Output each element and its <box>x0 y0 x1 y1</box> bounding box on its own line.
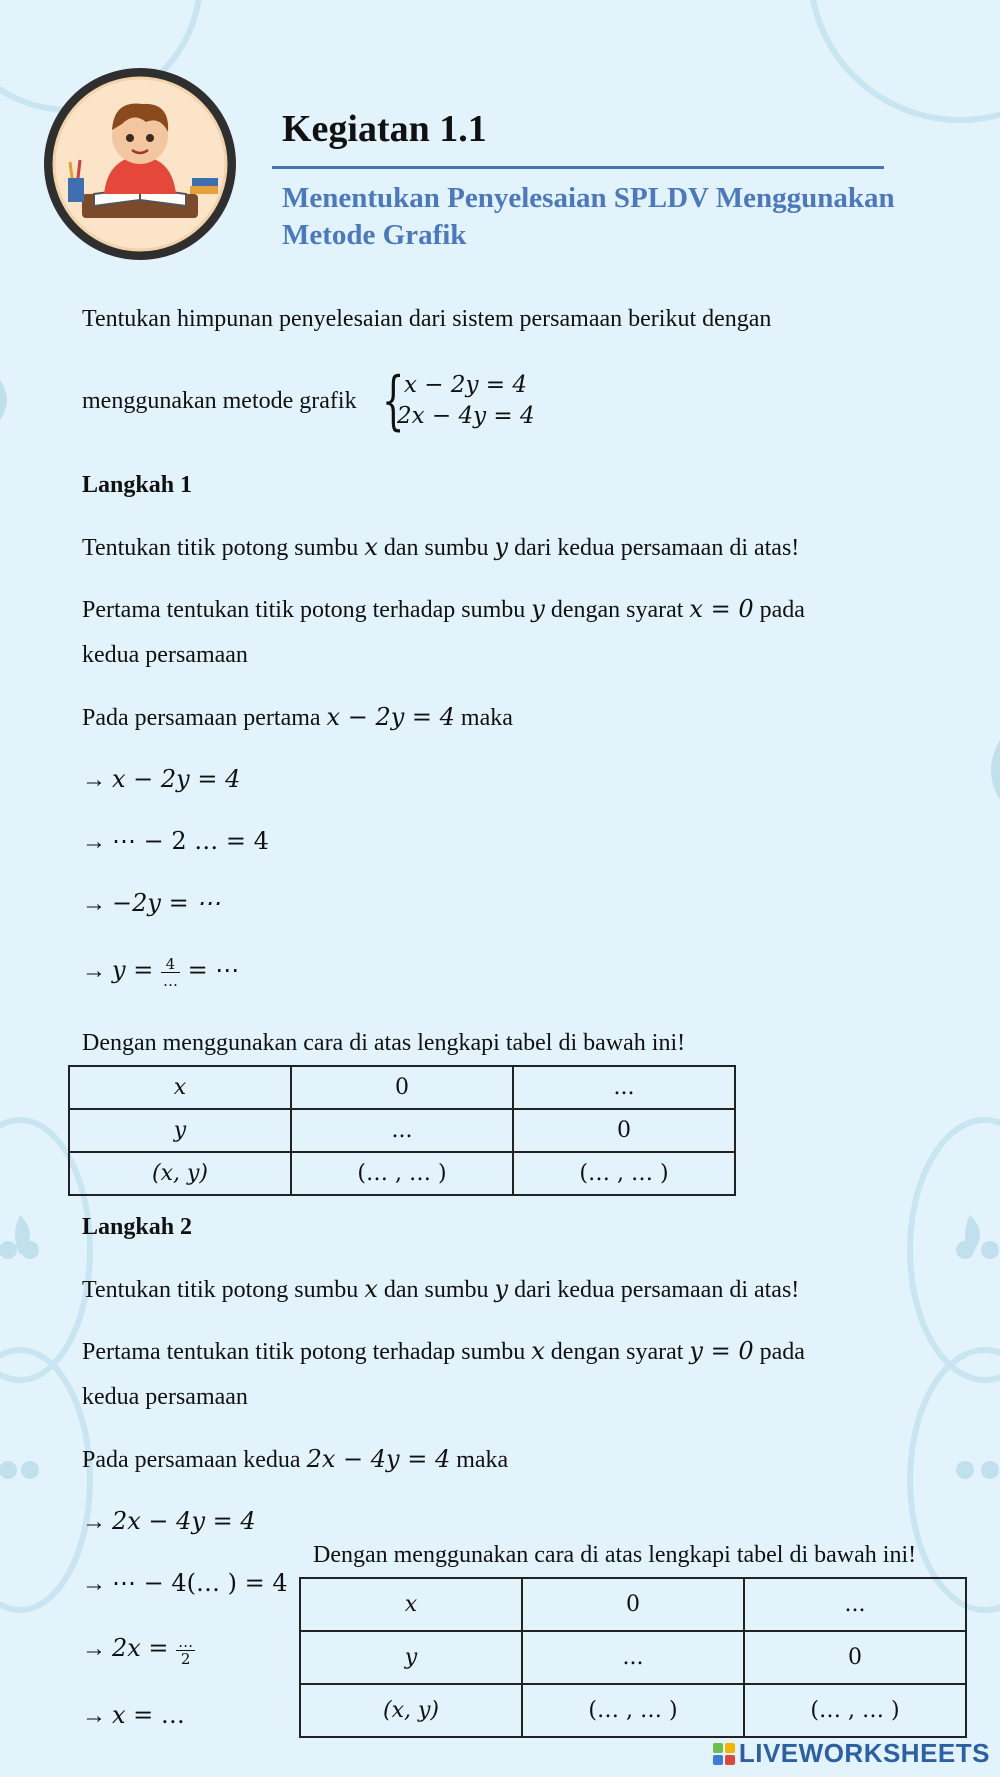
table-row <box>300 1578 966 1631</box>
step1-equation-intro: Pada persamaan pertama x − 2y = 4 maka <box>82 703 513 731</box>
table-row <box>300 1684 966 1737</box>
step1-work-line-2: → ⋯ − 2 … = 4 <box>82 827 269 855</box>
fraction: $\frac{4}{\dots}$ <box>162 954 178 990</box>
table-row <box>300 1631 966 1684</box>
step1-table-caption: Dengan menggunakan cara di atas lengkapi tabel di bawah ini! <box>82 1030 686 1056</box>
system-equation-1: x − 2y = 4 <box>404 372 528 398</box>
table-cell: x <box>69 1066 291 1109</box>
watermark-text: LIVEWORKSHEETS <box>738 1738 990 1768</box>
step2-equation-intro: Pada persamaan kedua 2x − 4y = 4 maka <box>82 1445 509 1473</box>
table-cell[interactable]: (… , … ) <box>291 1152 513 1195</box>
step2-work-line-4: → x = … <box>82 1701 185 1729</box>
step1-work-line-3: → −2y = ⋯ <box>82 889 221 917</box>
step1-instruction: Tentukan titik potong sumbu x dan sumbu y dari kedua persamaan di atas! <box>82 533 800 561</box>
system-equation-2: 2x − 4y = 4 <box>397 403 535 429</box>
page-subtitle: Menentukan Penyelesaian SPLDV Menggunakan Metode Grafik <box>282 182 895 251</box>
step2-first-line: Pertama tentukan titik potong terhadap sumbu x dengan syarat y = 0 pada <box>82 1337 805 1365</box>
fraction: $\frac{\dots}{2}$ <box>178 1632 194 1668</box>
step2-work-line-3: → 2x = $\frac{\dots}{2}$ <box>82 1632 194 1668</box>
step2-work-line-2: → ⋯ − 4(… ) = 4 <box>82 1569 288 1597</box>
step2-table <box>299 1577 967 1738</box>
table-cell: 0 <box>513 1109 735 1152</box>
table-cell[interactable]: ... <box>291 1109 513 1152</box>
liveworksheets-watermark[interactable] <box>713 1738 990 1769</box>
table-row <box>69 1152 735 1195</box>
step2-heading: Langkah 2 <box>82 1214 193 1240</box>
table-row <box>69 1066 735 1109</box>
table-cell[interactable]: ... <box>522 1631 744 1684</box>
table-cell[interactable]: (… , … ) <box>522 1684 744 1737</box>
intro-line-1: Tentukan himpunan penyelesaian dari sistem persamaan berikut dengan <box>82 306 772 332</box>
system-brace: { <box>382 364 405 438</box>
step2-first-line-2: kedua persamaan <box>82 1384 248 1410</box>
table-cell[interactable]: (… , … ) <box>744 1684 966 1737</box>
table-cell: 0 <box>522 1578 744 1631</box>
table-cell: (x, y) <box>69 1152 291 1195</box>
table-cell: (x, y) <box>300 1684 522 1737</box>
step1-heading: Langkah 1 <box>82 472 193 498</box>
step1-table <box>68 1065 736 1196</box>
table-cell: y <box>69 1109 291 1152</box>
step1-first-line-2: kedua persamaan <box>82 642 248 668</box>
table-cell[interactable]: ... <box>744 1578 966 1631</box>
table-cell[interactable]: (… , … ) <box>513 1152 735 1195</box>
step2-work-line-1: → 2x − 4y = 4 <box>82 1507 256 1535</box>
liveworksheets-logo-icon <box>713 1743 735 1765</box>
table-cell: x <box>300 1578 522 1631</box>
step1-first-line: Pertama tentukan titik potong terhadap sumbu y dengan syarat x = 0 pada <box>82 595 805 623</box>
step1-work-line-1: → x − 2y = 4 <box>82 765 241 793</box>
student-illustration <box>42 66 238 262</box>
step2-table-caption: Dengan menggunakan cara di atas lengkapi tabel di bawah ini! <box>313 1542 917 1568</box>
table-cell: y <box>300 1631 522 1684</box>
step2-instruction: Tentukan titik potong sumbu x dan sumbu y dari kedua persamaan di atas! <box>82 1275 800 1303</box>
table-cell: 0 <box>744 1631 966 1684</box>
table-cell[interactable]: ... <box>513 1066 735 1109</box>
title-divider <box>272 166 884 169</box>
page-title: Kegiatan 1.1 <box>282 108 487 150</box>
table-cell: 0 <box>291 1066 513 1109</box>
intro-line-2: menggunakan metode grafik <box>82 388 357 414</box>
step1-work-line-4: → y = $\frac{4}{\dots}$ = ⋯ <box>82 954 240 990</box>
table-row <box>69 1109 735 1152</box>
